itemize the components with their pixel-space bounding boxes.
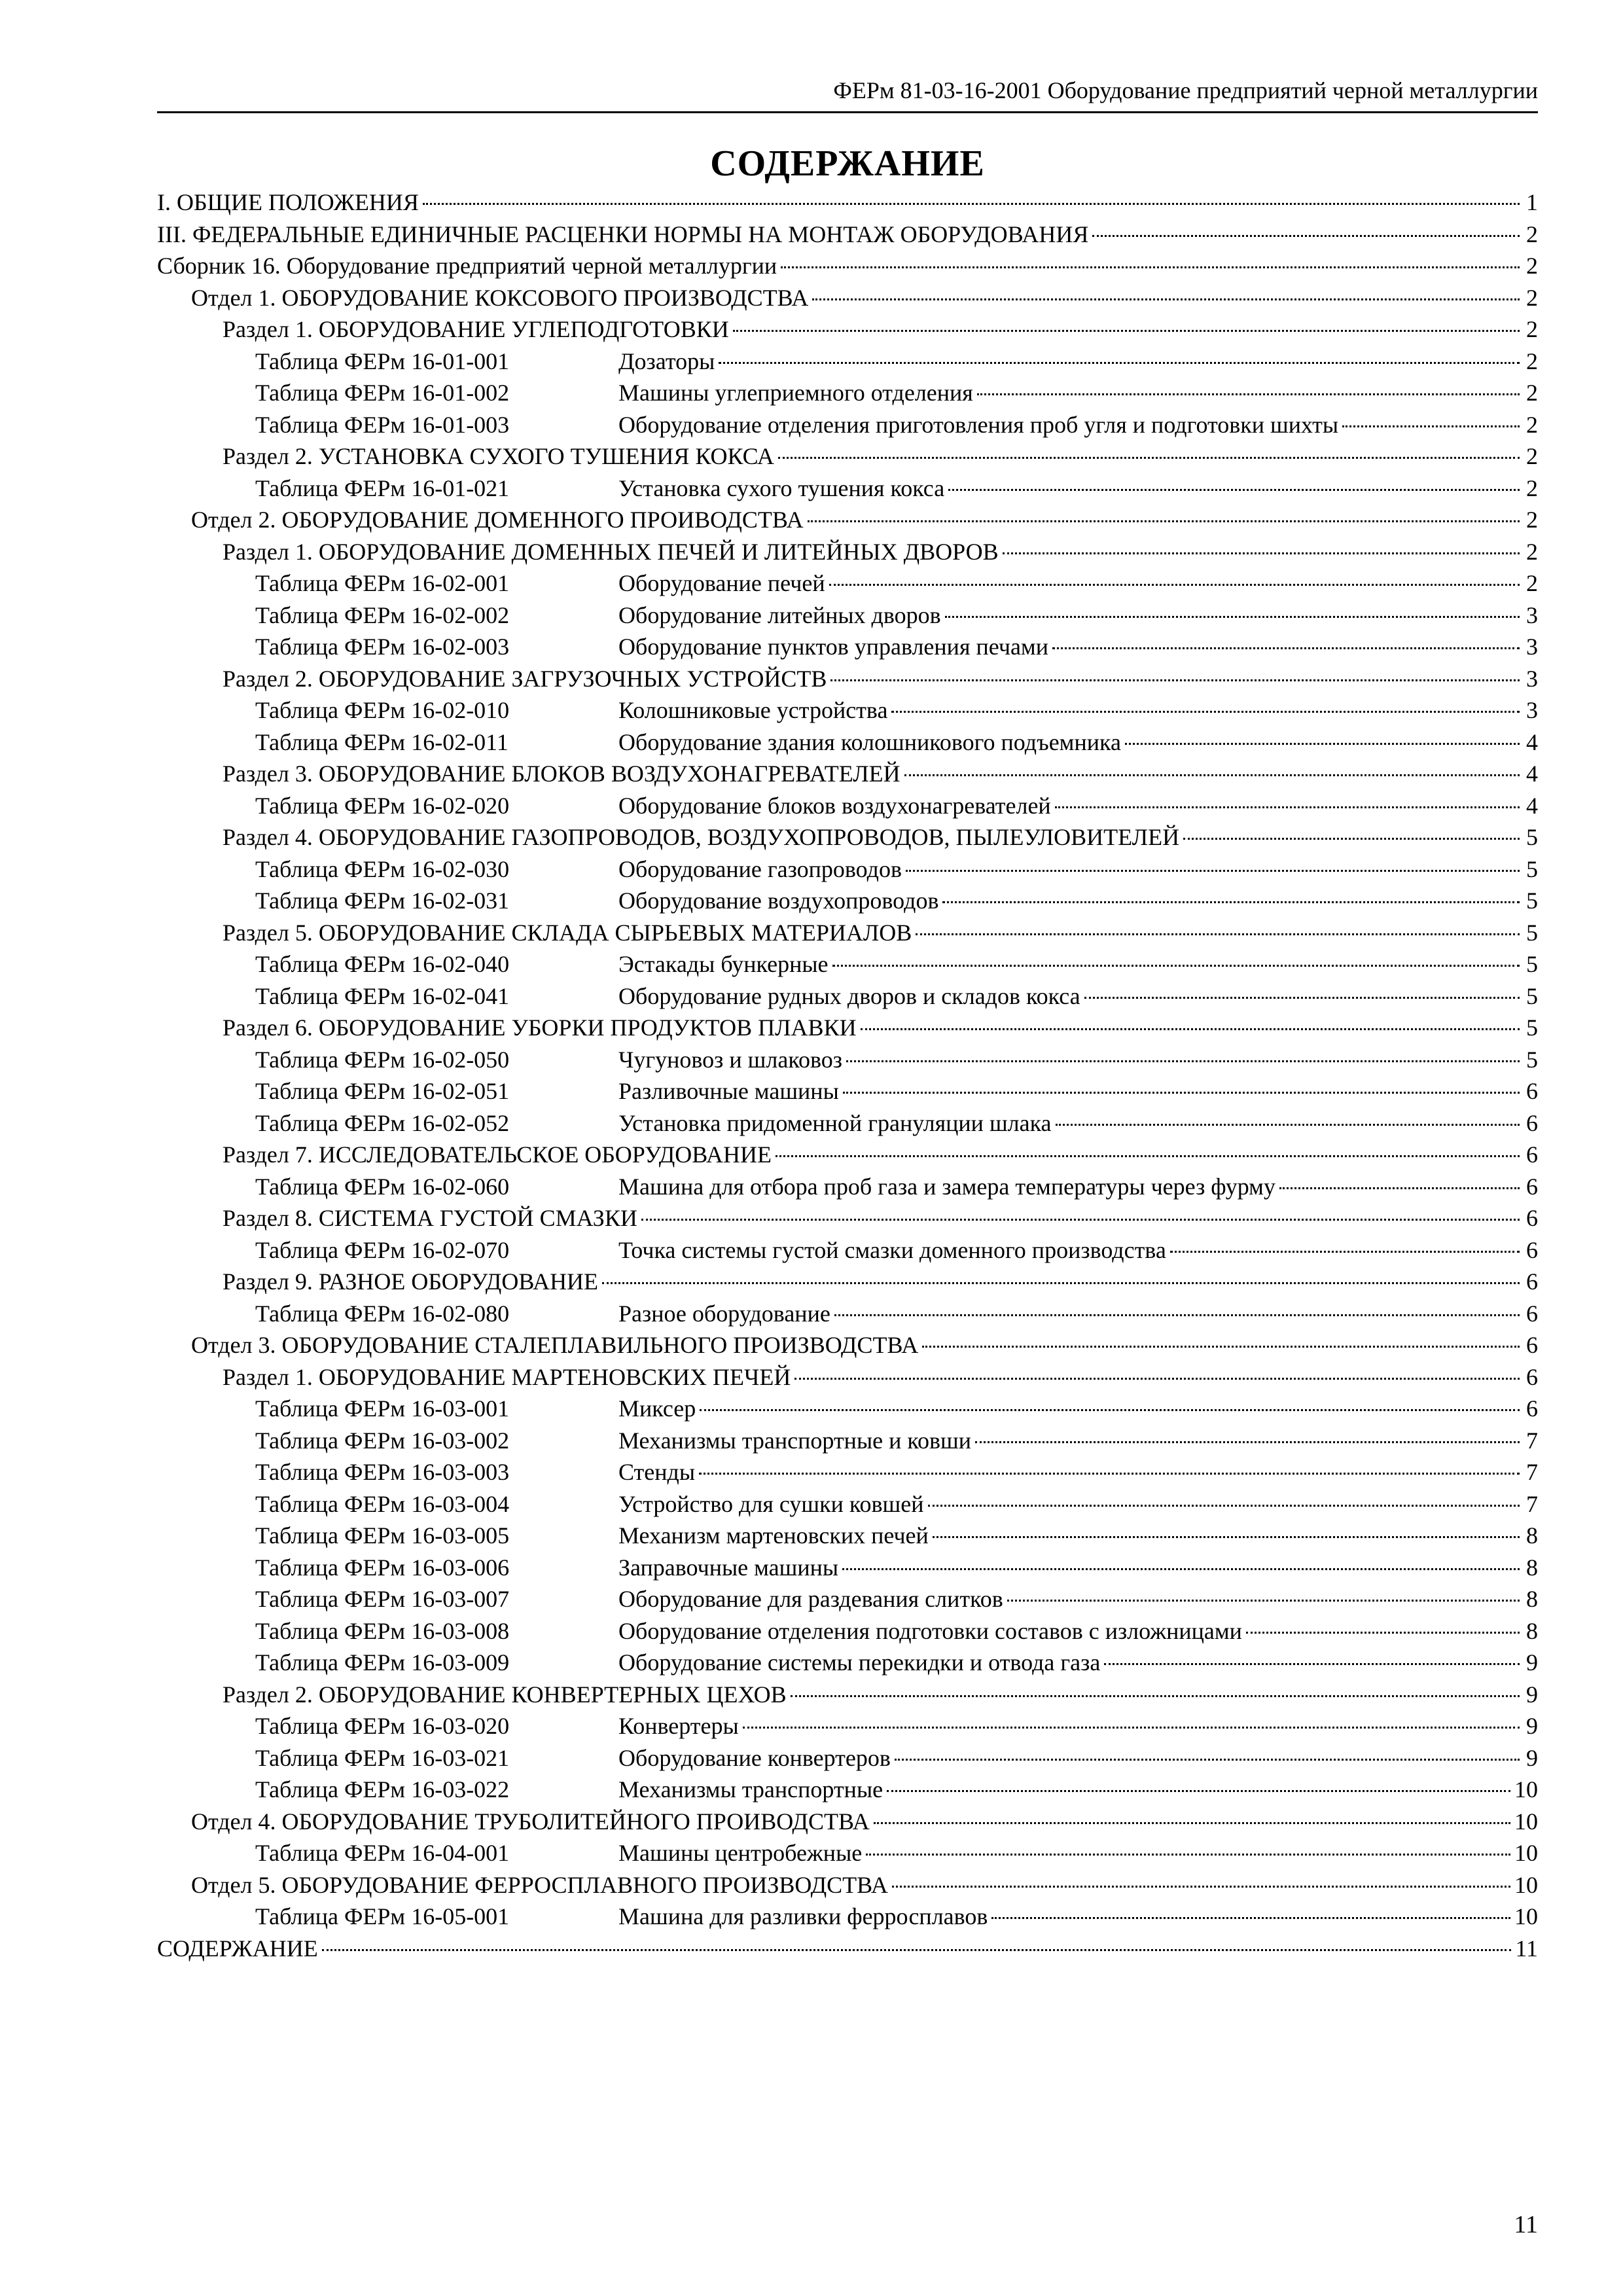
toc-entry-table-code: Таблица ФЕРм 16-02-010 (255, 697, 510, 723)
toc-entry[interactable] (157, 917, 1538, 949)
dot-leader (1183, 838, 1520, 840)
toc-entry-table-code: Таблица ФЕРм 16-02-060 (255, 1173, 510, 1200)
toc-entry[interactable] (157, 1552, 1538, 1584)
toc-entry-table-code: Таблица ФЕРм 16-01-021 (255, 475, 510, 501)
toc-entry[interactable] (157, 1234, 1538, 1266)
toc-entry-page: 10 (1514, 1903, 1538, 1929)
dot-leader (942, 901, 1520, 903)
toc-entry-title: Оборудование для раздевания слитков (618, 1586, 1003, 1612)
toc-entry[interactable] (157, 600, 1538, 632)
toc-entry-table-code: Таблица ФЕРм 16-02-052 (255, 1109, 510, 1136)
toc-entry-title: Заправочные машины (618, 1554, 839, 1581)
toc-entry-page: 9 (1526, 1681, 1538, 1708)
page-number: 11 (1514, 2211, 1538, 2238)
toc-entry-title: Отдел 3. ОБОРУДОВАНИЕ СТАЛЕПЛАВИЛЬНОГО ПРОИЗВОДСТВА (191, 1332, 919, 1358)
toc-entry[interactable] (157, 1933, 1538, 1965)
toc-entry-page: 6 (1526, 1141, 1538, 1168)
toc-entry-page: 4 (1526, 728, 1538, 755)
toc-entry-title: Точка системы густой смазки доменного производства (618, 1236, 1166, 1263)
toc-entry-title: Раздел 3. ОБОРУДОВАНИЕ БЛОКОВ ВОЗДУХОНАГРЕВАТЕЛЕЙ (223, 761, 901, 787)
toc-entry[interactable] (157, 853, 1538, 886)
dot-leader (1170, 1251, 1520, 1253)
toc-entry[interactable] (157, 663, 1538, 695)
toc-entry-table-code: Таблица ФЕРм 16-03-022 (255, 1776, 510, 1803)
toc-entry-page: 5 (1526, 1014, 1538, 1041)
toc-entry-page: 5 (1526, 824, 1538, 850)
toc-entry[interactable] (157, 1488, 1538, 1520)
toc-entry[interactable] (157, 473, 1538, 505)
dot-leader (1092, 235, 1520, 237)
toc-entry-title: Раздел 2. ОБОРУДОВАНИЕ ЗАГРУЗОЧНЫХ УСТРОЙСТВ (223, 665, 827, 692)
dot-leader (843, 1092, 1520, 1094)
toc-entry-title: Оборудование рудных дворов и складов кокса (618, 982, 1080, 1009)
toc-entry-title: Стенды (618, 1459, 696, 1485)
toc-entry-title: Раздел 2. УСТАНОВКА СУХОГО ТУШЕНИЯ КОКСА (223, 443, 774, 469)
toc-entry-page: 2 (1526, 570, 1538, 596)
toc-entry-title: Отдел 1. ОБОРУДОВАНИЕ КОКСОВОГО ПРОИЗВОДСТВА (191, 284, 809, 311)
toc-entry-page: 6 (1526, 1078, 1538, 1104)
toc-entry-title: Раздел 7. ИССЛЕДОВАТЕЛЬСКОЕ ОБОРУДОВАНИЕ (223, 1141, 772, 1168)
dot-leader (791, 1695, 1520, 1697)
toc-entry[interactable] (157, 1425, 1538, 1457)
toc-entry-title: Механизм мартеновских печей (618, 1522, 929, 1549)
toc-entry-title: Машины центробежные (618, 1840, 863, 1866)
toc-entry[interactable] (157, 567, 1538, 600)
toc-entry-page: 2 (1526, 507, 1538, 533)
dot-leader (975, 1441, 1520, 1443)
toc-entry-title: Оборудование пунктов управления печами (618, 634, 1048, 660)
toc-entry-page: 6 (1526, 1173, 1538, 1200)
toc-entry-page: 2 (1526, 253, 1538, 279)
toc-entry-table-code: Таблица ФЕРм 16-02-030 (255, 855, 510, 882)
toc-entry-table-code: Таблица ФЕРм 16-01-003 (255, 411, 510, 438)
toc-entry-title: Машина для разливки ферросплавов (618, 1903, 988, 1929)
toc-entry-page: 6 (1526, 1268, 1538, 1295)
dot-leader (933, 1536, 1520, 1538)
toc-entry[interactable] (157, 1361, 1538, 1393)
dot-leader (834, 1314, 1520, 1316)
toc-entry-title: Раздел 8. СИСТЕМА ГУСТОЙ СМАЗКИ (223, 1205, 637, 1231)
toc-entry-page: 8 (1526, 1586, 1538, 1612)
toc-entry-table-code: Таблица ФЕРм 16-02-011 (255, 728, 508, 755)
toc-entry[interactable] (157, 1615, 1538, 1647)
toc-entry-title: Отдел 2. ОБОРУДОВАНИЕ ДОМЕННОГО ПРОИВОДСТВА (191, 507, 804, 533)
toc-entry[interactable] (157, 726, 1538, 759)
dot-leader (830, 679, 1520, 681)
toc-entry-page: 6 (1526, 1395, 1538, 1422)
toc-entry-table-code: Таблица ФЕРм 16-03-007 (255, 1586, 510, 1612)
toc-entry-page: 5 (1526, 888, 1538, 914)
toc-entry-page: 2 (1526, 221, 1538, 247)
toc-entry-page: 3 (1526, 697, 1538, 723)
toc-entry[interactable] (157, 219, 1538, 251)
toc-entry[interactable] (157, 790, 1538, 822)
toc-entry-title: Раздел 9. РАЗНОЕ ОБОРУДОВАНИЕ (223, 1268, 599, 1295)
toc-entry-page: 3 (1526, 665, 1538, 692)
toc-entry-title: I. ОБЩИЕ ПОЛОЖЕНИЯ (157, 189, 419, 215)
toc-entry[interactable] (157, 250, 1538, 282)
toc-entry-page: 5 (1526, 855, 1538, 882)
toc-entry[interactable] (157, 1806, 1538, 1838)
toc-entry[interactable] (157, 1901, 1538, 1933)
toc-entry-table-code: Таблица ФЕРм 16-04-001 (255, 1840, 510, 1866)
toc-entry-page: 4 (1526, 792, 1538, 819)
dot-leader (922, 1346, 1520, 1348)
toc-entry-title: Раздел 1. ОБОРУДОВАНИЕ УГЛЕПОДГОТОВКИ (223, 316, 729, 342)
dot-leader (1007, 1600, 1520, 1602)
dot-leader (733, 330, 1520, 332)
dot-leader (776, 1155, 1520, 1157)
toc-entry-page: 1 (1526, 189, 1538, 215)
dot-leader (794, 1378, 1520, 1380)
toc-entry[interactable] (157, 536, 1538, 568)
toc-entry-title: Оборудование отделения подготовки составов с изложницами (618, 1617, 1242, 1644)
toc-entry-title: Конвертеры (618, 1713, 739, 1739)
toc-entry-page: 8 (1526, 1522, 1538, 1549)
toc-entry-title: Оборудование воздухопроводов (618, 888, 939, 914)
toc-entry-title: Механизмы транспортные и ковши (618, 1427, 972, 1454)
toc-entry-table-code: Таблица ФЕРм 16-03-008 (255, 1617, 510, 1644)
toc-entry-title: Оборудование конвертеров (618, 1744, 891, 1771)
dot-leader (1052, 647, 1520, 649)
table-of-contents (157, 187, 1538, 1964)
toc-entry[interactable] (157, 1171, 1538, 1203)
toc-entry-title: Дозаторы (618, 348, 715, 374)
toc-entry-page: 10 (1514, 1776, 1538, 1803)
toc-entry-page: 7 (1526, 1427, 1538, 1454)
dot-leader (641, 1219, 1520, 1221)
toc-entry-table-code: Таблица ФЕРм 16-02-051 (255, 1078, 510, 1104)
running-header (157, 72, 1538, 113)
toc-entry-title: Оборудование литейных дворов (618, 601, 941, 628)
toc-entry-title: Раздел 2. ОБОРУДОВАНИЕ КОНВЕРТЕРНЫХ ЦЕХОВ (223, 1681, 787, 1708)
toc-entry-page: 7 (1526, 1459, 1538, 1485)
dot-leader (861, 1028, 1520, 1030)
dot-leader (846, 1060, 1520, 1062)
dot-leader (928, 1505, 1520, 1507)
toc-entry[interactable] (157, 1298, 1538, 1330)
toc-entry-title: Устройство для сушки ковшей (618, 1490, 924, 1517)
toc-entry[interactable] (157, 314, 1538, 346)
dot-leader (1279, 1187, 1520, 1189)
toc-entry-page: 9 (1526, 1649, 1538, 1676)
toc-entry-page: 2 (1526, 316, 1538, 342)
toc-entry-page: 2 (1526, 411, 1538, 438)
toc-entry-title: Установка придоменной грануляции шлака (618, 1109, 1052, 1136)
toc-entry-title: Оборудование системы перекидки и отвода газа (618, 1649, 1101, 1676)
toc-entry-page: 8 (1526, 1554, 1538, 1581)
toc-entry[interactable] (157, 1393, 1538, 1425)
dot-leader (892, 1886, 1510, 1888)
toc-entry[interactable] (157, 1679, 1538, 1711)
toc-entry-page: 2 (1526, 475, 1538, 501)
toc-entry[interactable] (157, 346, 1538, 378)
toc-entry-title: Механизмы транспортные (618, 1776, 883, 1803)
toc-entry-page: 2 (1526, 538, 1538, 565)
toc-entry-title: Миксер (618, 1395, 696, 1422)
toc-entry[interactable] (157, 694, 1538, 726)
toc-entry[interactable] (157, 440, 1538, 473)
toc-entry-table-code: Таблица ФЕРм 16-01-002 (255, 380, 510, 406)
toc-entry-page: 5 (1526, 919, 1538, 946)
dot-leader (322, 1949, 1512, 1951)
toc-entry[interactable] (157, 1139, 1538, 1171)
toc-entry-title: Сборник 16. Оборудование предприятий черной металлургии (157, 253, 777, 279)
toc-entry-table-code: Таблица ФЕРм 16-02-003 (255, 634, 510, 660)
toc-entry-page: 10 (1514, 1871, 1538, 1898)
dot-leader (866, 1854, 1510, 1856)
toc-entry-title: Оборудование печей (618, 570, 825, 596)
dot-leader (977, 393, 1520, 395)
dot-leader (887, 1790, 1510, 1792)
dot-leader (945, 616, 1520, 618)
toc-entry[interactable] (157, 187, 1538, 219)
toc-entry[interactable] (157, 1329, 1538, 1361)
toc-entry-page: 6 (1526, 1332, 1538, 1358)
toc-entry-page: 2 (1526, 443, 1538, 469)
toc-entry-title: Отдел 4. ОБОРУДОВАНИЕ ТРУБОЛИТЕЙНОГО ПРОИВОДСТВА (191, 1808, 870, 1835)
toc-entry-page: 6 (1526, 1109, 1538, 1136)
toc-entry-table-code: Таблица ФЕРм 16-01-001 (255, 348, 510, 374)
toc-entry-table-code: Таблица ФЕРм 16-03-004 (255, 1490, 510, 1517)
toc-entry-page: 6 (1526, 1236, 1538, 1263)
toc-entry[interactable] (157, 1012, 1538, 1044)
dot-leader (699, 1473, 1520, 1475)
dot-leader (743, 1727, 1520, 1729)
toc-entry-title: Оборудование отделения приготовления проб угля и подготовки шихты (618, 411, 1339, 438)
toc-entry-title: Разливочные машины (618, 1078, 839, 1104)
dot-leader (991, 1917, 1510, 1919)
toc-entry-title: Раздел 6. ОБОРУДОВАНИЕ УБОРКИ ПРОДУКТОВ ПЛАВКИ (223, 1014, 857, 1041)
dot-leader (1246, 1632, 1520, 1634)
toc-entry-title: Машина для отбора проб газа и замера температуры через фурму (618, 1173, 1275, 1200)
dot-leader (842, 1568, 1520, 1570)
toc-entry-table-code: Таблица ФЕРм 16-02-070 (255, 1236, 510, 1263)
toc-entry-table-code: Таблица ФЕРм 16-03-005 (255, 1522, 510, 1549)
toc-entry[interactable] (157, 821, 1538, 853)
dot-leader (948, 489, 1520, 491)
toc-entry[interactable] (157, 1837, 1538, 1869)
dot-leader (808, 520, 1520, 522)
toc-entry-page: 6 (1526, 1205, 1538, 1231)
toc-entry-title: Разное оборудование (618, 1300, 830, 1327)
toc-entry-title: Колошниковые устройства (618, 697, 888, 723)
toc-entry-table-code: Таблица ФЕРм 16-02-050 (255, 1046, 510, 1073)
toc-entry[interactable] (157, 1520, 1538, 1552)
dot-leader (812, 298, 1520, 300)
toc-entry-page: 5 (1526, 1046, 1538, 1073)
toc-entry-page: 5 (1526, 951, 1538, 977)
dot-leader (874, 1822, 1510, 1824)
toc-entry-page: 2 (1526, 348, 1538, 374)
toc-entry-table-code: Таблица ФЕРм 16-03-003 (255, 1459, 510, 1485)
dot-leader (700, 1409, 1520, 1411)
toc-entry-table-code: Таблица ФЕРм 16-03-002 (255, 1427, 510, 1454)
toc-entry-table-code: Таблица ФЕРм 16-05-001 (255, 1903, 510, 1929)
toc-entry-page: 4 (1526, 761, 1538, 787)
toc-entry-page: 10 (1514, 1808, 1538, 1835)
toc-entry-page: 11 (1515, 1935, 1538, 1962)
dot-leader (778, 457, 1520, 459)
toc-entry[interactable] (157, 1075, 1538, 1107)
toc-entry-page: 6 (1526, 1363, 1538, 1390)
dot-leader (1003, 552, 1520, 554)
toc-entry[interactable] (157, 282, 1538, 314)
toc-entry[interactable] (157, 1044, 1538, 1076)
toc-entry-table-code: Таблица ФЕРм 16-03-006 (255, 1554, 510, 1581)
dot-leader (895, 1759, 1520, 1761)
toc-entry-title: Раздел 1. ОБОРУДОВАНИЕ ДОМЕННЫХ ПЕЧЕЙ И ЛИТЕЙНЫХ ДВОРОВ (223, 538, 999, 565)
toc-entry-title: Раздел 1. ОБОРУДОВАНИЕ МАРТЕНОВСКИХ ПЕЧЕЙ (223, 1363, 791, 1390)
toc-entry-table-code: Таблица ФЕРм 16-03-020 (255, 1713, 510, 1739)
toc-entry-page: 5 (1526, 982, 1538, 1009)
toc-entry-title: Оборудование блоков воздухонагревателей (618, 792, 1051, 819)
toc-entry-page: 8 (1526, 1617, 1538, 1644)
dot-leader (906, 870, 1520, 872)
dot-leader (829, 584, 1520, 586)
toc-entry-table-code: Таблица ФЕРм 16-02-080 (255, 1300, 510, 1327)
toc-entry-page: 6 (1526, 1300, 1538, 1327)
toc-entry-title: Раздел 4. ОБОРУДОВАНИЕ ГАЗОПРОВОДОВ, ВОЗДУХОПРОВОДОВ, ПЫЛЕУЛОВИТЕЛЕЙ (223, 824, 1180, 850)
toc-entry[interactable] (157, 377, 1538, 409)
toc-entry[interactable] (157, 1107, 1538, 1139)
toc-entry-title: Машины углеприемного отделения (618, 380, 973, 406)
dot-leader (423, 203, 1520, 205)
dot-leader (1084, 997, 1520, 999)
toc-entry-title: Чугуновоз и шлаковоз (618, 1046, 842, 1073)
toc-entry-title: СОДЕРЖАНИЕ (157, 1935, 318, 1962)
toc-entry-table-code: Таблица ФЕРм 16-02-002 (255, 601, 510, 628)
toc-entry-table-code: Таблица ФЕРм 16-03-001 (255, 1395, 510, 1422)
dot-leader (1342, 425, 1520, 427)
toc-entry-title: Эстакады бункерные (618, 951, 829, 977)
running-header-text: ФЕРм 81-03-16-2001 Оборудование предприятий черной металлургии (833, 77, 1538, 103)
toc-entry-table-code: Таблица ФЕРм 16-02-020 (255, 792, 510, 819)
dot-leader (891, 711, 1520, 713)
toc-entry-page: 9 (1526, 1744, 1538, 1771)
toc-entry-table-code: Таблица ФЕРм 16-03-009 (255, 1649, 510, 1676)
toc-entry-page: 10 (1514, 1840, 1538, 1866)
toc-entry-table-code: Таблица ФЕРм 16-02-041 (255, 982, 510, 1009)
toc-entry-page: 2 (1526, 284, 1538, 311)
dot-leader (781, 266, 1520, 268)
toc-entry[interactable] (157, 1456, 1538, 1488)
toc-entry[interactable] (157, 409, 1538, 441)
dot-leader (602, 1282, 1520, 1284)
toc-entry-title: Отдел 5. ОБОРУДОВАНИЕ ФЕРРОСПЛАВНОГО ПРОИЗВОДСТВА (191, 1871, 888, 1898)
toc-entry[interactable] (157, 1583, 1538, 1615)
toc-entry[interactable] (157, 980, 1538, 1013)
toc-entry-page: 3 (1526, 601, 1538, 628)
dot-leader (916, 933, 1520, 935)
toc-entry[interactable] (157, 948, 1538, 980)
toc-entry-page: 7 (1526, 1490, 1538, 1517)
toc-entry-table-code: Таблица ФЕРм 16-02-031 (255, 888, 510, 914)
toc-entry-title: Раздел 5. ОБОРУДОВАНИЕ СКЛАДА СЫРЬЕВЫХ МАТЕРИАЛОВ (223, 919, 912, 946)
toc-entry[interactable] (157, 1869, 1538, 1901)
dot-leader (832, 965, 1520, 967)
dot-leader (719, 362, 1520, 364)
toc-entry[interactable] (157, 1266, 1538, 1298)
toc-title: СОДЕРЖАНИЕ (710, 143, 985, 184)
toc-entry-page: 9 (1526, 1713, 1538, 1739)
dot-leader (1055, 806, 1520, 808)
toc-entry[interactable] (157, 758, 1538, 790)
toc-entry-table-code: Таблица ФЕРм 16-02-040 (255, 951, 510, 977)
toc-entry[interactable] (157, 504, 1538, 536)
toc-entry[interactable] (157, 631, 1538, 663)
toc-entry[interactable] (157, 1774, 1538, 1806)
toc-entry[interactable] (157, 1647, 1538, 1679)
toc-entry[interactable] (157, 1742, 1538, 1774)
toc-entry[interactable] (157, 885, 1538, 917)
toc-entry-table-code: Таблица ФЕРм 16-02-001 (255, 570, 510, 596)
toc-entry-page: 2 (1526, 380, 1538, 406)
toc-entry[interactable] (157, 1202, 1538, 1234)
toc-entry[interactable] (157, 1710, 1538, 1742)
dot-leader (1104, 1663, 1520, 1665)
dot-leader (904, 774, 1520, 776)
toc-entry-title: Оборудование газопроводов (618, 855, 902, 882)
toc-entry-title: Установка сухого тушения кокса (618, 475, 945, 501)
toc-entry-title: III. ФЕДЕРАЛЬНЫЕ ЕДИНИЧНЫЕ РАСЦЕНКИ НОРМЫ НА МОНТАЖ ОБОРУДОВАНИЯ (157, 221, 1089, 247)
dot-leader (1056, 1124, 1520, 1126)
toc-entry-table-code: Таблица ФЕРм 16-03-021 (255, 1744, 510, 1771)
toc-entry-title: Оборудование здания колошникового подъемника (618, 728, 1121, 755)
dot-leader (1125, 743, 1520, 745)
toc-entry-page: 3 (1526, 634, 1538, 660)
